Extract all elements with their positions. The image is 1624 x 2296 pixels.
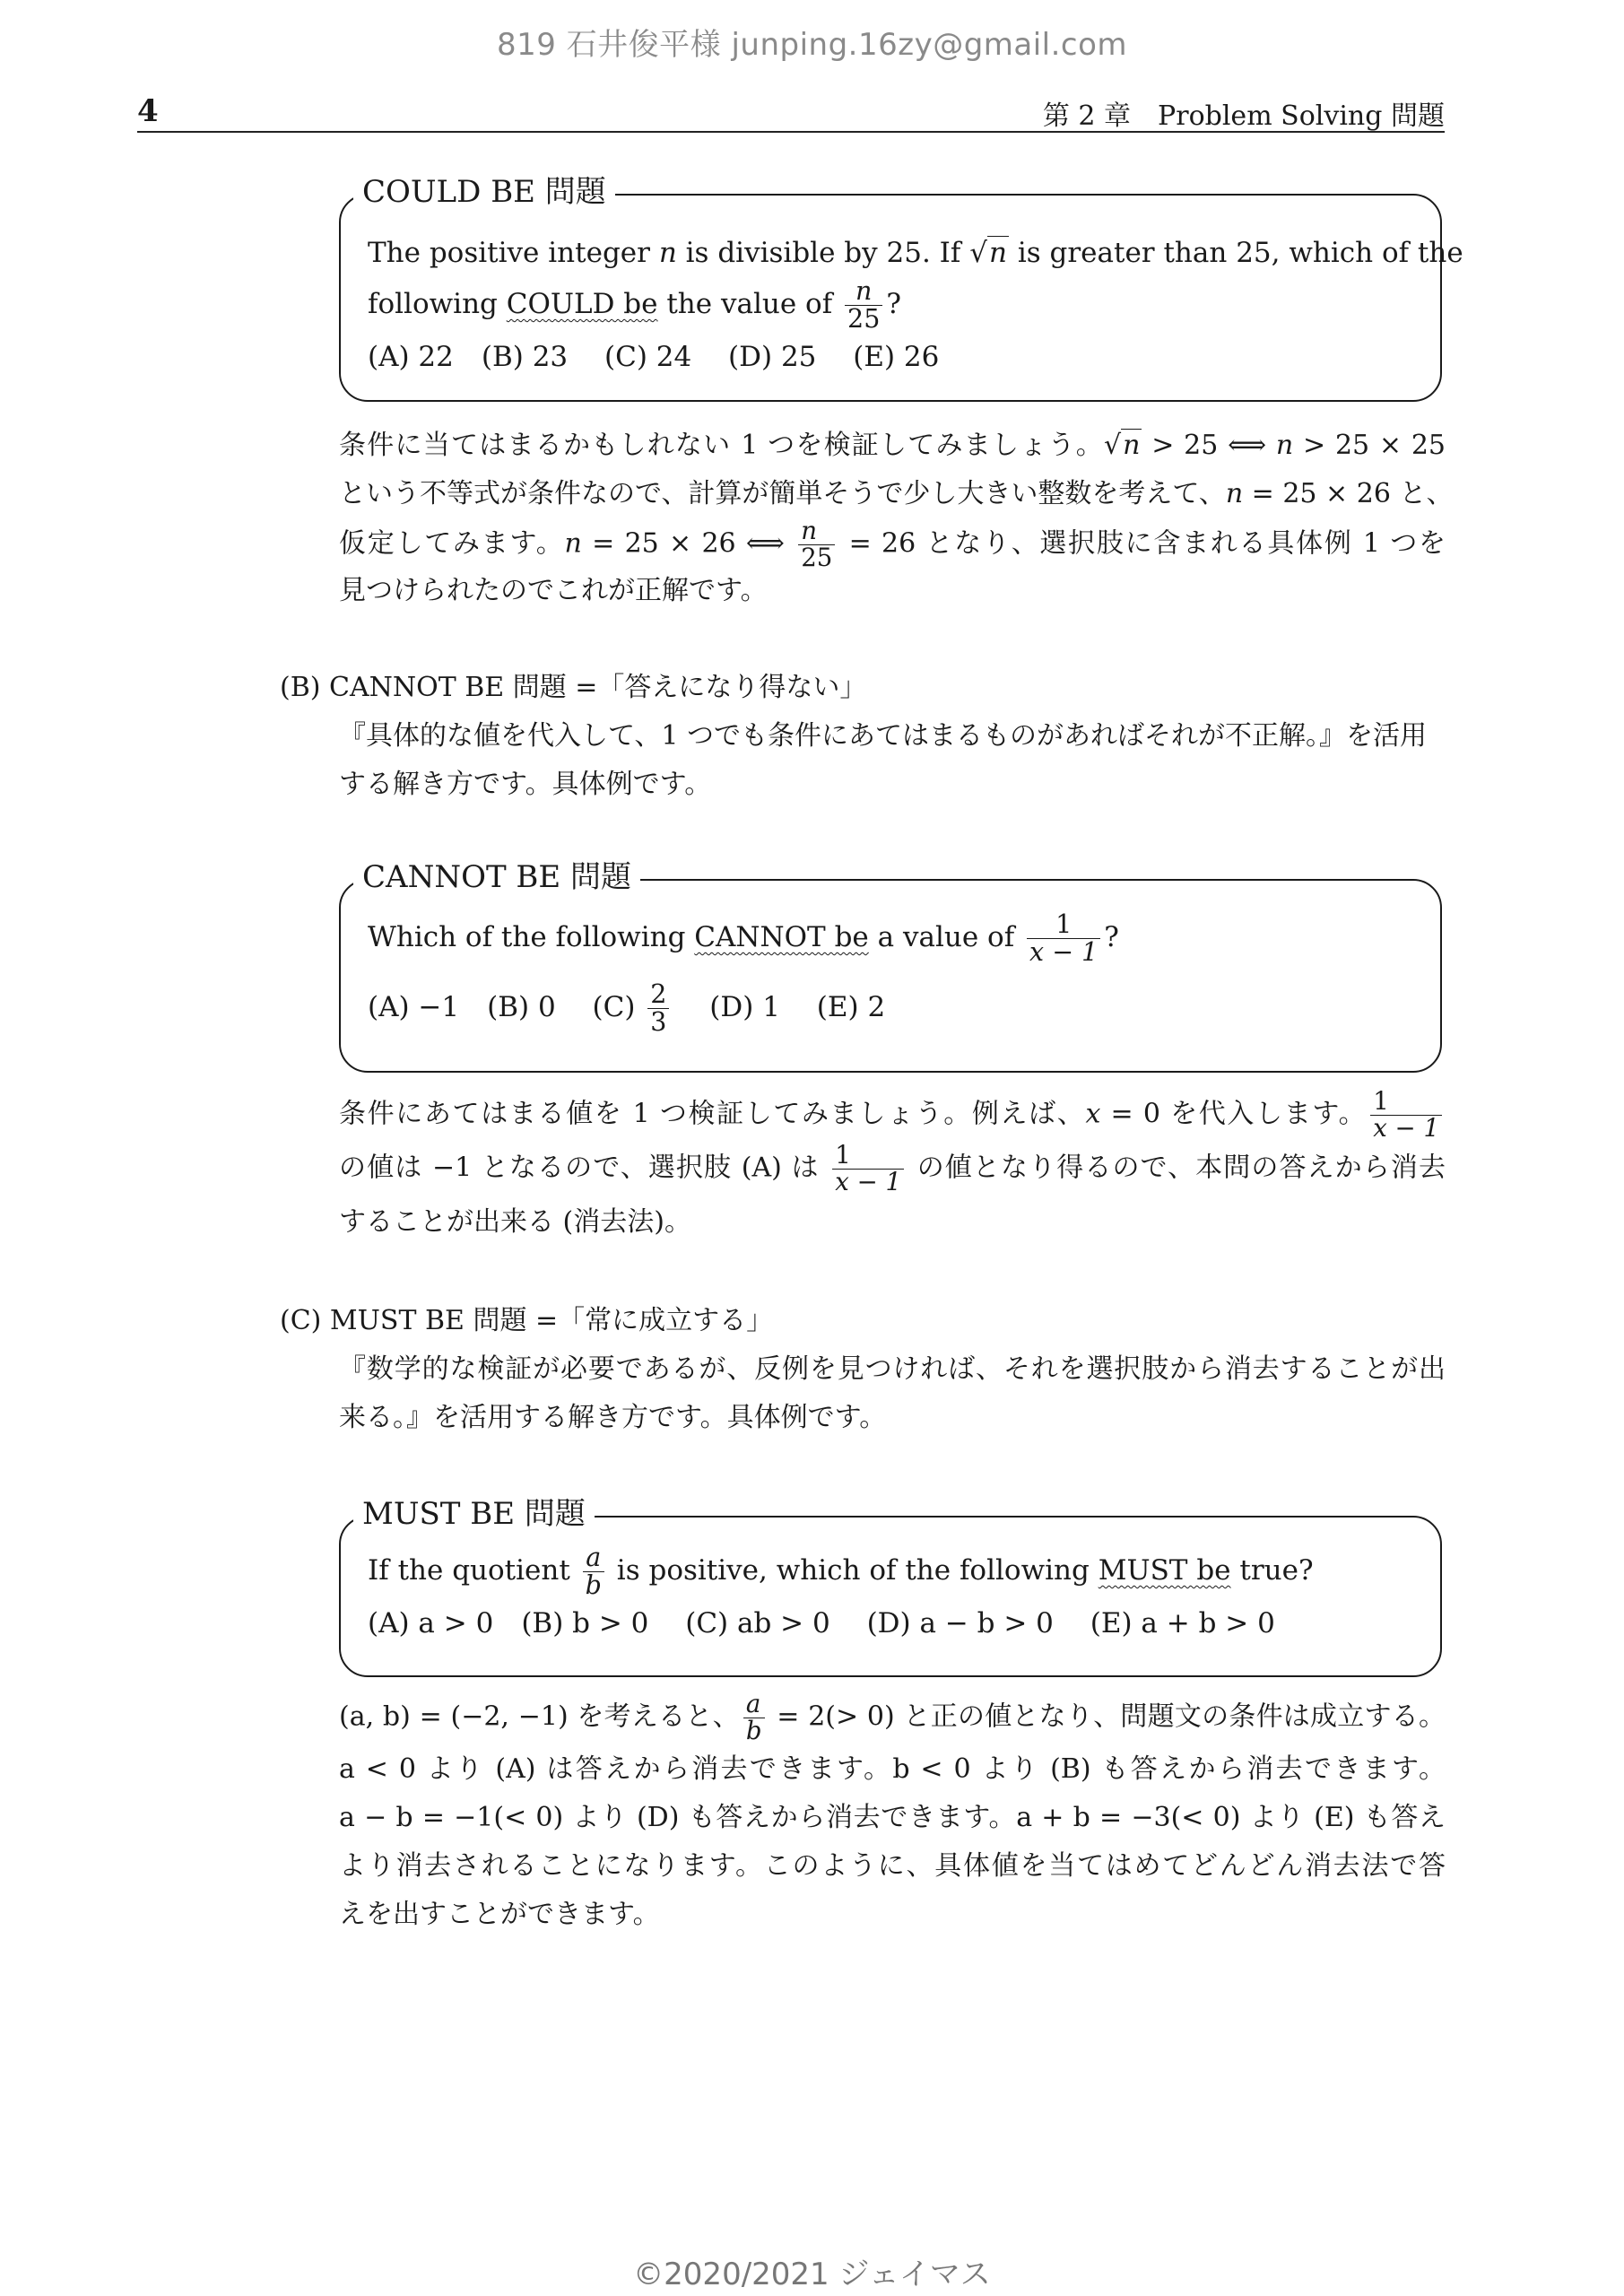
explanation-line: より消去されることになります。このように、具体値を当てはめてどんどん消去法で答 <box>339 1850 1446 1882</box>
section-c <box>280 1297 1446 1442</box>
section-c-line: 『数学的な検証が必要であるが、反例を見つければ、それを選択肢から消去することが出 <box>339 1353 1446 1385</box>
could-be-emphasis: COULD be <box>506 287 658 320</box>
cannot-be-choices: (A) −1 (B) 0 (C) $\frac{2}{3}$ (D) 1 (E) 2 <box>368 979 886 1037</box>
cannot-be-emphasis: CANNOT be <box>694 920 869 953</box>
section-b <box>280 664 1446 809</box>
explanation-line: という不等式が条件なので、計算が簡単そうで少し大きい整数を考えて、n = 25 × 26 と、 <box>339 478 1454 509</box>
must-be-box-title: MUST BE 問題 <box>353 1494 595 1534</box>
could-be-box-title: COULD BE 問題 <box>353 172 615 212</box>
explanation-line: 条件に当てはまるかもしれない 1 つを検証してみましょう。√n > 25 ⟺ n > 25 × 25 <box>339 430 1446 461</box>
cannot-be-explanation <box>339 1086 1446 1247</box>
footer-copyright: ©2020/2021 ジェイマス <box>633 2257 991 2292</box>
explanation-line: 見つけられたのでこれが正解です。 <box>339 575 768 606</box>
cannot-be-box-title: CANNOT BE 問題 <box>353 857 640 897</box>
must-be-choices: (A) a > 0 (B) b > 0 (C) ab > 0 (D) a − b > 0 (E) a + b > 0 <box>368 1607 1275 1639</box>
explanation-line: (a, b) = (−2, −1) を考えると、 $\frac{a}{b}$ = 2(> 0) と正の値となり、問題文の条件は成立する。 <box>339 1689 1446 1745</box>
fraction-a-over-b: $\frac{a}{b}$ <box>583 1544 604 1599</box>
must-be-explanation <box>339 1689 1446 1939</box>
must-be-emphasis: MUST be <box>1098 1553 1231 1587</box>
fraction-2-over-3: $\frac{2}{3}$ <box>647 981 669 1036</box>
page-number: 4 <box>137 93 159 129</box>
chapter-title: 第 2 章 Problem Solving 問題 <box>1042 100 1445 132</box>
section-b-line: 『具体的な値を代入して、1 つでも条件にあてはまるものがあればそれが不正解。』を活用 <box>339 720 1428 752</box>
header-rule <box>137 131 1445 133</box>
could-be-question-line-1: The positive integer n is divisible by 25. If √n is greater than 25, which of the <box>368 233 1463 273</box>
cannot-be-box <box>339 859 1442 1073</box>
explanation-line: 仮定してみます。n = 25 × 26 ⟺ $\frac{n}{25}$ = 26 となり、選択肢に含まれる具体例 1 つを <box>339 516 1446 572</box>
could-be-question-line-2: following COULD be the value of $\frac{n}{25}$ ? <box>368 276 901 334</box>
explanation-line: することが出来る (消去法)。 <box>339 1206 691 1238</box>
section-c-heading: (C) MUST BE 問題 =「常に成立する」 <box>280 1305 774 1336</box>
section-c-line: 来る。』を活用する解き方です。具体例です。 <box>339 1402 887 1433</box>
could-be-box <box>339 174 1463 402</box>
could-be-choices: (A) 22 (B) 23 (C) 24 (D) 25 (E) 26 <box>368 341 940 373</box>
explanation-line: 条件にあてはまる値を 1 つ検証してみましょう。例えば、x = 0 を代入します。 $\frac{1}{x - 1}$ <box>339 1089 1446 1143</box>
sqrt-n: √n <box>969 237 1007 269</box>
explanation-line: a − b = −1(< 0) より (D) も答えから消去できます。a + b = −3(< 0) より (E) も答え <box>339 1802 1446 1833</box>
explanation-line: a < 0 より (A) は答えから消去できます。b < 0 より (B) も答えから消去できます。 <box>339 1753 1446 1785</box>
must-be-box <box>339 1496 1442 1677</box>
watermark: 819 石井俊平様 junping.16zy@gmail.com <box>496 27 1128 63</box>
cannot-be-question: Which of the following CANNOT be a value of $\frac{1}{x - 1}$ ? <box>368 909 1119 967</box>
section-b-line: する解き方です。具体例です。 <box>339 769 712 800</box>
fraction-1-over-x-minus-1: $\frac{1}{x - 1}$ <box>1027 911 1100 966</box>
fraction-n-over-25: $\frac{n}{25}$ <box>845 278 882 333</box>
explanation-line: えを出すことができます。 <box>339 1899 660 1930</box>
must-be-question: If the quotient $\frac{a}{b}$ is positive, which of the following MUST be true? <box>368 1543 1314 1600</box>
explanation-line: の値は −1 となるので、選択肢 (A) は $\frac{1}{x - 1}$ の値となり得るので、本問の答えから消去 <box>339 1140 1446 1196</box>
could-be-explanation <box>339 422 1454 615</box>
section-b-heading: (B) CANNOT BE 問題 =「答えになり得ない」 <box>280 672 867 703</box>
